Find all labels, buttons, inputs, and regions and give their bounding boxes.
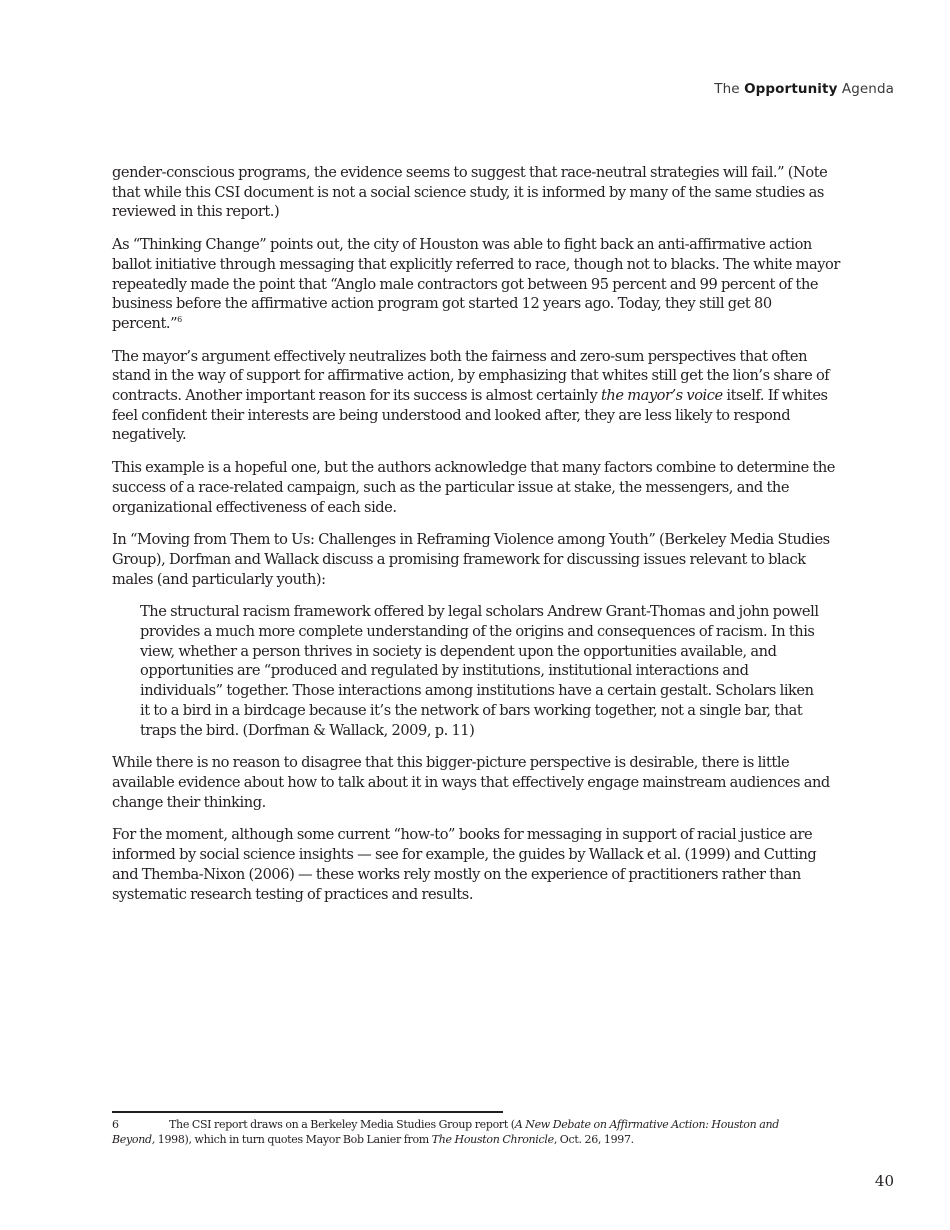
paragraph-6: While there is no reason to disagree that this bigger-picture perspective is desirable, there is little available evidence about how to talk about it in ways that effectively engage mainstream audiences and change their thinking. bbox=[112, 754, 830, 811]
footnote-divider bbox=[112, 1111, 503, 1113]
footnote-text-2: 1998), which in turn quotes Mayor Bob Lanier from bbox=[154, 1133, 432, 1146]
paragraph-3 bbox=[112, 347, 842, 446]
body-text bbox=[112, 163, 842, 917]
footnote-italic-2: The Houston Chronicle bbox=[431, 1133, 554, 1146]
footnote-italic-1: A New Debate on Affirmative Action: Houston and Beyond, bbox=[112, 1118, 779, 1146]
page-number: 40 bbox=[874, 1172, 894, 1190]
footnote-number: 6 bbox=[112, 1118, 119, 1131]
header-prefix: The bbox=[714, 81, 740, 97]
paragraph-3-text-after: itself. If whites feel confident their interests are being understood and looked after, they are less likely to respond negatively. bbox=[112, 387, 828, 444]
paragraph-3-text-before: The mayor’s argument effectively neutralizes both the fairness and zero-sum perspectives that often stand in the way of support for affirmative action, by emphasizing that whites still get the lion’s share of contracts. Another important reason for its success is almost certainly bbox=[112, 347, 830, 405]
paragraph-2 bbox=[112, 235, 842, 334]
footnote-reference: 6 bbox=[177, 315, 182, 325]
paragraph-2-text: As “Thinking Change” points out, the city of Houston was able to fight back an anti-affirmative action ballot initiative through messaging that explicitly referred to race, though not to blacks. The white mayor repeatedly made the point that “Anglo male contractors got between 95 percent and 99 percent of the business before the affirmative action program got started 12 years ago. Today, they still get 80 percent.” bbox=[112, 236, 840, 332]
paragraph-5: In “Moving from Them to Us: Challenges in Reframing Violence among Youth” (Berkeley Media Studies Group), Dorfman and Wallack discuss a promising framework for discussing issues relevant to black males (and particularly youth): bbox=[112, 531, 830, 588]
paragraph-4: This example is a hopeful one, but the authors acknowledge that many factors combine to determine the success of a race-related campaign, such as the particular issue at stake, the messengers, and the organizational effectiveness of each side. bbox=[112, 459, 835, 516]
block-quote: The structural racism framework offered by legal scholars Andrew Grant-Thomas and john powell provides a much more complete understanding of the origins and consequences of racism. In this view, whether a person thrives in society is dependent upon the opportunities available, and opportunities are “produced and regulated by institutions, institutional interactions and individuals” together. Those interactions among institutions have a certain gestalt. Scholars liken it to a bird in a birdcage because it’s the network of bars working together, not a single bar, that traps the bird. (Dorfman & Wallack, 2009, p. 11) bbox=[140, 603, 819, 739]
paragraph-3-emphasis: the mayor’s voice bbox=[600, 387, 723, 405]
footnote-text-3: , Oct. 26, 1997. bbox=[553, 1133, 634, 1146]
paragraph-7: For the moment, although some current “how-to” books for messaging in support of racial justice are informed by social science insights — see for example, the guides by Wallack et al. (1999) and Cutting and Themba-Nixon (2006) — these works rely mostly on the experience of practitioners rather than systematic research testing of practices and results. bbox=[112, 826, 817, 903]
footnote-text-1: The CSI report draws on a Berkeley Media Studies Group report ( bbox=[169, 1118, 515, 1131]
paragraph-1: gender-conscious programs, the evidence seems to suggest that race-neutral strategies will fail.” (Note that while this CSI document is not a social science study, it is informed by many of the same studies as reviewed in this report.) bbox=[112, 164, 828, 221]
running-header bbox=[714, 81, 894, 97]
header-bold: Opportunity bbox=[744, 81, 838, 97]
header-suffix: Agenda bbox=[841, 81, 894, 97]
footnote bbox=[112, 1117, 812, 1147]
